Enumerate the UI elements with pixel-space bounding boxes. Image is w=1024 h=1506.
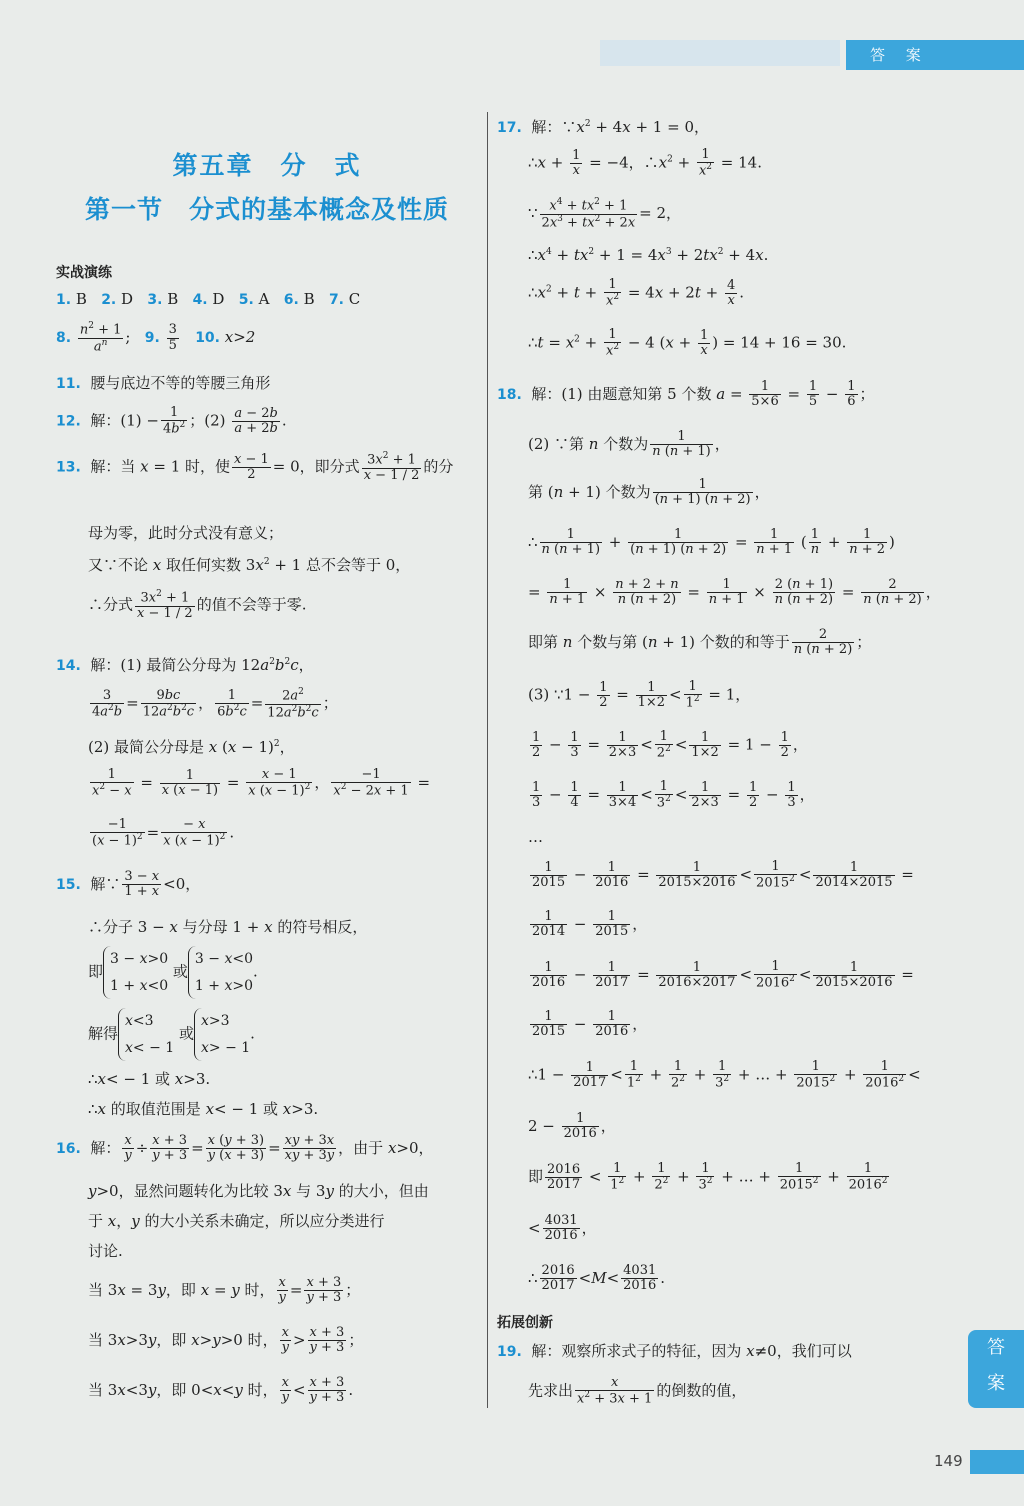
answer-18-l18: < $\frac{4031}{2016}$ ， <box>528 1213 597 1244</box>
answer-13-l2: 母为零，此时分式没有意义； <box>88 524 284 542</box>
answer-16-l3: 于 x，y 的大小关系未确定，所以应分类进行 <box>88 1212 385 1230</box>
answer-14-l5: $\frac{-1}{(x - 1)^2}$ = $\frac{- x}{x (x - 1)^2}$ . <box>92 817 235 849</box>
answer-15-l4: 解得x<3 x< − 1 或x>3 x> − 1. <box>88 1008 255 1061</box>
answer-18-l19: ∴ $\frac{2016}{2017}$ <M< $\frac{4031}{2016}$ . <box>528 1263 666 1294</box>
answer-17-l6: ∴t = $x^2$ + $\frac{1}{x^2}$ − 4 (x + $\frac{1}{x}$ ) = 14 + 16 = 30. <box>528 327 847 359</box>
answer-13-l4: ∴分式 $\frac{3x^2 + 1}{x - 1 / 2}$ 的值不会等于零. <box>88 589 307 621</box>
practice-heading: 实战演练 <box>56 265 112 281</box>
column-divider <box>487 112 488 1408</box>
answer-16: 16. 解： $\frac{x}{y}$ ÷ $\frac{x + 3}{y + 3}$ = $\frac{x (y + 3)}{y (x + 3)}$ = $\frac{xy + 3x}{xy + 3y}$ ，由于 x>0， <box>56 1133 434 1164</box>
answer-18-l14: $\frac{1}{2015}$ − $\frac{1}{2016}$ ， <box>532 1009 648 1040</box>
answer-15-l3: 即3 − x>0 1 + x<0 或3 − x<0 1 + x>0. <box>88 946 258 999</box>
answer-15-l6: ∴x 的取值范围是 x< − 1 或 x>3. <box>88 1100 319 1118</box>
chapter-title: 第五章 分 式 <box>172 151 362 180</box>
page-number: 149 <box>934 1452 963 1470</box>
answer-18-l3: 第 (n + 1) 个数为 $\frac{1}{(n + 1) (n + 2)}$ ， <box>528 477 770 508</box>
answer-15-l2: ∴分子 3 − x 与分母 1 + x 的符号相反， <box>88 918 368 936</box>
answer-14-l4: $\frac{1}{x^2 - x}$ = $\frac{1}{x (x - 1)}$ = $\frac{x - 1}{x (x - 1)^2}$ ， $\frac{-1}{x^2 - 2x + 1}$ = <box>92 767 431 799</box>
answer-19: 19. 解：观察所求式子的特征，因为 x≠0，我们可以 <box>497 1342 852 1360</box>
answer-18-l17: 即 $\frac{2016}{2017}$ < $\frac{1}{1^2}$ + $\frac{1}{2^2}$ + $\frac{1}{3^2}$ + … + $\frac{1}{2015^2}$ + $\frac{1}{2016^2}$ <box>528 1161 888 1193</box>
answer-14-l3: (2) 最简公分母是 x $(x - 1)^2$， <box>88 738 295 756</box>
page-bar <box>970 1450 1024 1474</box>
answer-18-l16: 2 − $\frac{1}{2016}$ ， <box>528 1111 616 1142</box>
answer-15: 15. 解∵ $\frac{3 - x}{1 + x}$ <0， <box>56 869 201 900</box>
answers-1-7: 1. B 2. D 3. B 4. D 5. A 6. B 7. C <box>56 290 361 308</box>
answer-18-l12: $\frac{1}{2014}$ − $\frac{1}{2015}$ ， <box>532 909 648 940</box>
answer-18-l10: … <box>528 828 543 846</box>
answers-8-10: 8. $\frac{n^2 + 1}{a^n}$ ; 9. $\frac{3}{5}$ 10. x>2 <box>56 321 256 354</box>
answer-18-l15: ∴1 − $\frac{1}{2017}$ < $\frac{1}{1^2}$ + $\frac{1}{2^2}$ + $\frac{1}{3^2}$ + … + $\frac{1}{2015^2}$ + $\frac{1}{2016^2}$ < <box>528 1059 921 1091</box>
answer-12: 12. 解：(1) − $\frac{1}{4b^2}$ ；(2) $\frac{a - 2b}{a + 2b}$ . <box>56 405 287 437</box>
extension-heading: 拓展创新 <box>497 1315 553 1331</box>
answer-16-l5: 当 3x = 3y，即 x = y 时， $\frac{x}{y}$ = $\frac{x + 3}{y + 3}$ ； <box>88 1275 361 1306</box>
answer-11: 11. 腰与底边不等的等腰三角形 <box>56 374 271 392</box>
answer-18-l11: $\frac{1}{2015}$ − $\frac{1}{2016}$ = $\frac{1}{2015\times 2016}$ < $\frac{1}{2015^2}$ < $\frac{1}{2014\times 2015}$ = <box>532 859 914 891</box>
answer-18-l8: $\frac{1}{2}$ − $\frac{1}{3}$ = $\frac{1}{2\times 3}$ < $\frac{1}{2^2}$ < $\frac{1}{1\times 2}$ = 1 − $\frac{1}{2}$ ， <box>532 729 808 761</box>
answer-17: 17. 解：$\because x^2 + 4x + 1 = 0$， <box>497 118 709 136</box>
side-answer-tab: 答 案 <box>968 1330 1024 1408</box>
answer-16-l2: y>0，显然问题转化为比较 3x 与 3y 的大小，但由 <box>88 1182 429 1200</box>
answer-16-l4: 讨论. <box>88 1242 123 1260</box>
answer-17-l5: $\therefore x^2 + t$ + $\frac{1}{x^2}$ = 4x + 2t + $\frac{4}{x}$ . <box>528 277 745 309</box>
answer-18-l2: (2) ∵第 n 个数为 $\frac{1}{n (n + 1)}$ ， <box>528 429 730 460</box>
answer-13: 13. 解：当 x = 1 时，使 $\frac{x - 1}{2}$ = 0，即分式 $\frac{3x^2 + 1}{x - 1 / 2}$ 的分 <box>56 451 454 483</box>
answer-18-l7: (3) ∵1 − $\frac{1}{2}$ = $\frac{1}{1\times 2}$ < $\frac{1}{1^2}$ = 1， <box>528 679 751 711</box>
answer-14-l2: $\frac{3}{4a^2b}$ = $\frac{9bc}{12a^2b^2c}$ ， $\frac{1}{6b^2c}$ = $\frac{2a^2}{12a^2b^2c}$ ； <box>92 687 338 720</box>
answer-15-l5: ∴x< − 1 或 x>3. <box>88 1070 211 1088</box>
answer-18-l5: = $\frac{1}{n + 1}$ × $\frac{n + 2 + n}{n (n + 2)}$ = $\frac{1}{n + 1}$ × $\frac{2 (n + 1)}{n (n + 2)}$ = $\frac{2}{n (n + 2)}$ ， <box>528 577 941 608</box>
answer-16-l6: 当 3x>3y，即 x>y>0 时， $\frac{x}{y}$ > $\frac{x + 3}{y + 3}$ ； <box>88 1325 364 1356</box>
answer-18-l9: $\frac{1}{3}$ − $\frac{1}{4}$ = $\frac{1}{3\times 4}$ < $\frac{1}{3^2}$ < $\frac{1}{2\times 3}$ = $\frac{1}{2}$ − $\frac{1}{3}$ ， <box>532 779 815 811</box>
answer-14: 14. 解：(1) 最简公分母为 $12a^2b^2c$， <box>56 656 314 674</box>
answer-13-l3: 又∵不论 x 取任何实数 $3x^2 + 1$ 总不会等于 0， <box>88 556 411 574</box>
header-band <box>600 40 840 66</box>
answer-18-l6: 即第 n 个数与第 (n + 1) 个数的和等于 $\frac{2}{n (n + 2)}$ ； <box>528 627 872 658</box>
answer-18: 18. 解：(1) 由题意知第 5 个数 a = $\frac{1}{5\times 6}$ = $\frac{1}{5}$ − $\frac{1}{6}$ ； <box>497 379 875 410</box>
section-title: 第一节 分式的基本概念及性质 <box>84 195 449 224</box>
answer-19-l2: 先求出 $\frac{x}{x^2 + 3x + 1}$ 的倒数的值， <box>528 1375 747 1407</box>
answer-18-l4: ∴ $\frac{1}{n (n + 1)}$ + $\frac{1}{(n + 1) (n + 2)}$ = $\frac{1}{n + 1}$ ( $\frac{1}{n}$ + $\frac{1}{n + 2}$ ) <box>528 527 895 558</box>
header-answer-tab: 答 案 <box>846 40 1024 70</box>
answer-16-l7: 当 3x<3y，即 0<x<y 时， $\frac{x}{y}$ < $\frac{x + 3}{y + 3}$ . <box>88 1375 354 1406</box>
answer-17-l3: ∵ $\frac{x^4 + tx^2 + 1}{2x^3 + tx^2 + 2x}$ = 2， <box>528 197 682 230</box>
answer-17-l2: ∴x + $\frac{1}{x}$ = −4，$\therefore x^2$ + $\frac{1}{x^2}$ = 14. <box>528 147 762 179</box>
answer-18-l13: $\frac{1}{2016}$ − $\frac{1}{2017}$ = $\frac{1}{2016\times 2017}$ < $\frac{1}{2016^2}$ < $\frac{1}{2015\times 2016}$ = <box>532 959 914 991</box>
answer-17-l4: $\therefore x^4 + tx^2 + 1 = 4x^3 + 2tx^2 + 4x$. <box>528 246 769 264</box>
